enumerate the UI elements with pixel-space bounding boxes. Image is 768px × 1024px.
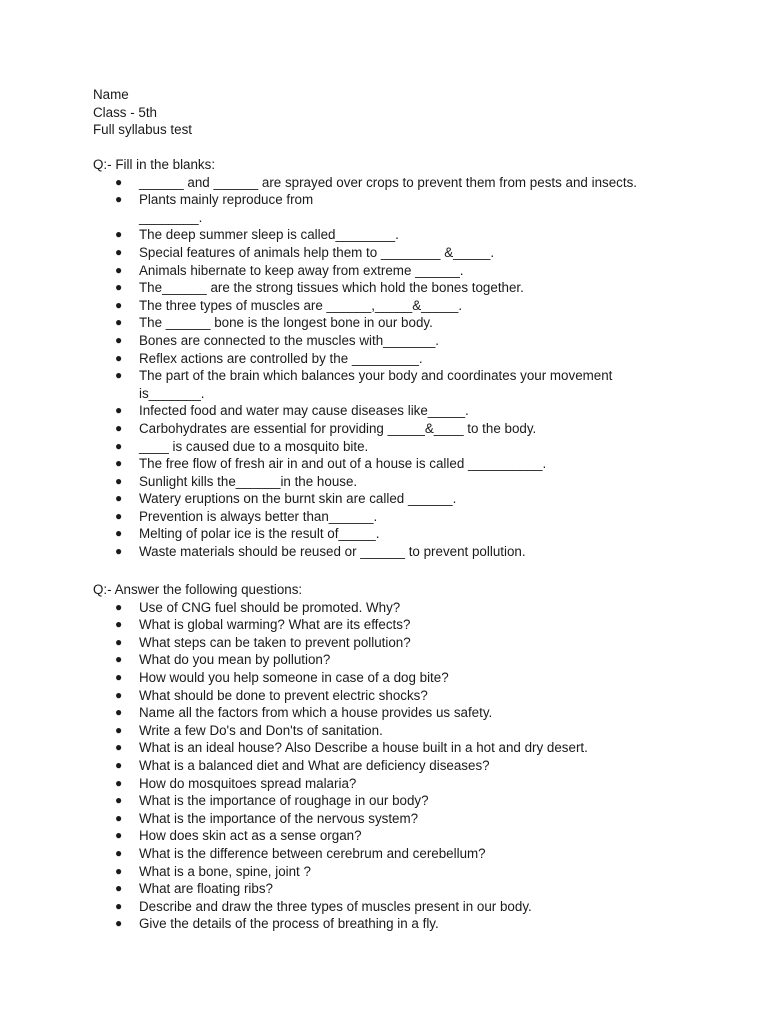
list-item [93,438,693,456]
list-item-text: What should be done to prevent electric shocks? [139,687,428,703]
bullet-icon: ● [115,898,123,913]
list-item [93,687,693,705]
bullet-icon: ● [115,192,123,207]
bullet-icon: ● [115,544,123,559]
list-item-text: How would you help someone in case of a dog bite? [139,669,449,685]
list-item-text: Prevention is always better than______. [139,508,378,524]
list-item [93,827,693,845]
list-item [93,490,693,508]
list-item-text: Waste materials should be reused or ______ to prevent pollution. [139,544,526,560]
list-item-text: ____ is caused due to a mosquito bite. [139,438,369,454]
list-item-text: Watery eruptions on the burnt skin are called ______. [139,491,457,507]
answer-questions-list [93,599,693,933]
answer-questions-section [93,581,693,933]
bullet-icon: ● [115,526,123,541]
list-item [93,543,693,561]
bullet-icon: ● [115,280,123,295]
bullet-icon: ● [115,881,123,896]
bullet-icon: ● [115,262,123,277]
list-item [93,332,693,350]
section-title-fill-blanks: Q:- Fill in the blanks: [93,157,216,172]
list-item-text: The free flow of fresh air in and out of a house is called __________. [139,456,547,472]
bullet-icon: ● [115,456,123,471]
list-item [93,775,693,793]
bullet-icon: ● [115,916,123,931]
test-title: Full syllabus test [93,122,192,138]
bullet-icon: ● [115,757,123,772]
list-item-text: How does skin act as a sense organ? [139,828,362,844]
list-item [93,669,693,687]
header-block [93,86,192,139]
list-item-text: Melting of polar ice is the result of_____. [139,526,380,542]
list-item-text: What do you mean by pollution? [139,652,331,668]
bullet-icon: ● [115,297,123,312]
list-item [93,845,693,863]
list-item [93,863,693,881]
list-item [93,191,693,226]
list-item-text: What is the difference between cerebrum and cerebellum? [139,845,486,861]
list-item-text: What is the importance of the nervous system? [139,810,419,826]
list-item [93,599,693,617]
list-item-text: ______ and ______ are sprayed over crops to prevent them from pests and insects. [139,174,637,190]
fill-blanks-list [93,174,693,561]
list-item [93,314,693,332]
section-title-answer-questions: Q:- Answer the following questions: [93,582,303,597]
list-item-text: Write a few Do's and Don'ts of sanitation. [139,722,383,738]
list-item [93,915,693,933]
list-item-text: Use of CNG fuel should be promoted. Why? [139,599,401,615]
bullet-icon: ● [115,845,123,860]
list-item-text: What is a bone, spine, joint ? [139,863,311,879]
list-item [93,739,693,757]
list-item [93,634,693,652]
list-item [93,651,693,669]
bullet-icon: ● [115,722,123,737]
list-item-text: What is an ideal house? Also Describe a house built in a hot and dry desert. [139,740,588,756]
class-label: Class - 5th [93,104,157,120]
bullet-icon: ● [115,403,123,418]
list-item [93,810,693,828]
list-item [93,508,693,526]
list-item-text: Infected food and water may cause diseases like_____. [139,403,469,419]
bullet-icon: ● [115,508,123,523]
list-item-text: What steps can be taken to prevent pollution? [139,634,411,650]
bullet-icon: ● [115,740,123,755]
list-item-text: What are floating ribs? [139,881,273,897]
list-item [93,792,693,810]
list-item-text: Bones are connected to the muscles with_______. [139,332,439,348]
bullet-icon: ● [115,473,123,488]
bullet-icon: ● [115,368,123,383]
bullet-icon: ● [115,687,123,702]
list-item-text: Give the details of the process of breathing in a fly. [139,916,439,932]
list-item [93,616,693,634]
list-item-text: The part of the brain which balances your body and coordinates your movement is_______. [139,368,613,401]
bullet-icon: ● [115,793,123,808]
list-item-text: What is global warming? What are its effects? [139,617,411,633]
list-item-text: Describe and draw the three types of muscles present in our body. [139,898,532,914]
list-item [93,880,693,898]
list-item-text: Animals hibernate to keep away from extreme ______. [139,262,464,278]
list-item-text: The deep summer sleep is called________. [139,227,399,243]
bullet-icon: ● [115,669,123,684]
list-item-text: Special features of animals help them to ________ &_____. [139,244,495,260]
fill-in-blanks-section [93,156,693,561]
bullet-icon: ● [115,315,123,330]
list-item-text: Plants mainly reproduce from ________. [139,192,314,225]
list-item-text: What is the importance of roughage in our body? [139,793,429,809]
list-item [93,722,693,740]
bullet-icon: ● [115,491,123,506]
list-item [93,244,693,262]
bullet-icon: ● [115,775,123,790]
list-item [93,226,693,244]
bullet-icon: ● [115,810,123,825]
list-item [93,473,693,491]
bullet-icon: ● [115,227,123,242]
list-item-text: Carbohydrates are essential for providing _____&____ to the body. [139,420,537,436]
list-item [93,367,693,402]
list-item [93,279,693,297]
list-item [93,757,693,775]
bullet-icon: ● [115,350,123,365]
list-item [93,262,693,280]
list-item [93,898,693,916]
bullet-icon: ● [115,420,123,435]
list-item [93,455,693,473]
bullet-icon: ● [115,863,123,878]
list-item-text: Sunlight kills the______in the house. [139,473,358,489]
list-item-text: Reflex actions are controlled by the _________. [139,350,423,366]
bullet-icon: ● [115,244,123,259]
bullet-icon: ● [115,617,123,632]
list-item-text: The______ are the strong tissues which hold the bones together. [139,280,524,296]
list-item [93,350,693,368]
bullet-icon: ● [115,438,123,453]
bullet-icon: ● [115,332,123,347]
bullet-icon: ● [115,828,123,843]
list-item [93,402,693,420]
list-item [93,704,693,722]
list-item [93,174,693,192]
bullet-icon: ● [115,634,123,649]
bullet-icon: ● [115,599,123,614]
list-item-text: Name all the factors from which a house provides us safety. [139,705,493,721]
list-item [93,525,693,543]
bullet-icon: ● [115,174,123,189]
list-item-text: The three types of muscles are ______,_____&_____. [139,297,463,313]
list-item [93,420,693,438]
bullet-icon: ● [115,705,123,720]
list-item-text: The ______ bone is the longest bone in our body. [139,315,433,331]
list-item-text: What is a balanced diet and What are deficiency diseases? [139,757,490,773]
bullet-icon: ● [115,652,123,667]
list-item [93,297,693,315]
list-item-text: How do mosquitoes spread malaria? [139,775,357,791]
name-label: Name [93,87,129,102]
